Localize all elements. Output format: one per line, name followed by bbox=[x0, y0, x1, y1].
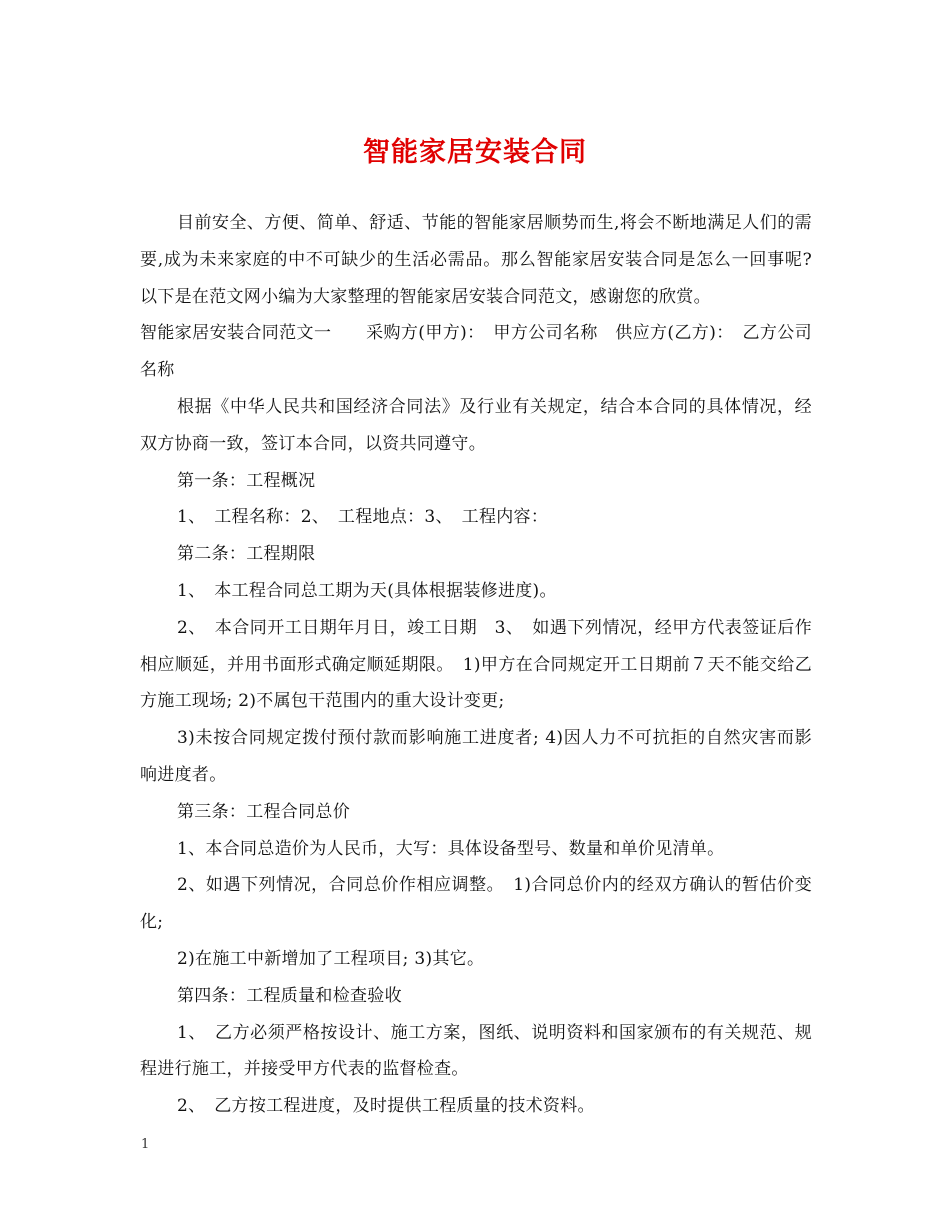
article-2-item-2: 2、 本合同开工日期年月日，竣工日期 3、 如遇下列情况，经甲方代表签证后作相应顺延，并用书面形式确定顺延期限。 1)甲方在合同规定开工日期前７天不能交给乙方施工现场; 2)不属包干范围内的重大设计变更; bbox=[140, 617, 812, 712]
document-title: 智能家居安装合同 bbox=[363, 137, 587, 168]
article-2-item-3: 3)未按合同规定拨付预付款而影响施工进度者; 4)因人力不可抗拒的自然灾害而影响进度者。 bbox=[140, 728, 812, 785]
article-2-heading: 第二条：工程期限 bbox=[177, 544, 316, 565]
parties-paragraph: 智能家居安装合同范文一 采购方(甲方)： 甲方公司名称 供应方(乙方)： 乙方公司名称 bbox=[140, 323, 812, 381]
article-4-item-2: 2、 乙方按工程进度，及时提供工程质量的技术资料。 bbox=[177, 1096, 595, 1117]
document-body bbox=[140, 205, 812, 1125]
article-3-item-1: 1、本合同总造价为人民币，大写：具体设备型号、数量和单价见清单。 bbox=[177, 838, 725, 859]
article-1-item-1: 1、 工程名称：2、 工程地点：3、 工程内容： bbox=[177, 507, 549, 528]
page-number: 1 bbox=[141, 1137, 150, 1152]
article-1-heading: 第一条：工程概况 bbox=[177, 470, 316, 491]
article-3-item-2: 2、如遇下列情况，合同总价作相应调整。 1)合同总价内的经双方确认的暂估价变化; bbox=[140, 875, 812, 933]
article-4-item-1: 1、 乙方必须严格按设计、施工方案，图纸、说明资料和国家颁布的有关规范、规程进行施工，并接受甲方代表的监督检查。 bbox=[140, 1022, 812, 1080]
preamble-paragraph: 根据《中华人民共和国经济合同法》及行业有关规定，结合本合同的具体情况，经双方协商一致，签订本合同，以资共同遵守。 bbox=[140, 396, 812, 454]
intro-paragraph: 目前安全、方便、简单、舒适、节能的智能家居顺势而生,将会不断地满足人们的需要,成为未来家庭的中不可缺少的生活必需品。那么智能家居安装合同是怎么一回事呢?以下是在范文网小编为大家整理的智能家居安装合同范文，感谢您的欣赏。 bbox=[140, 213, 812, 307]
article-3-heading: 第三条：工程合同总价 bbox=[177, 801, 350, 822]
article-2-item-1: 1、 本工程合同总工期为天(具体根据装修进度)。 bbox=[177, 580, 557, 601]
article-3-item-3: 2)在施工中新增加了工程项目; 3)其它。 bbox=[177, 948, 485, 969]
article-4-heading: 第四条：工程质量和检查验收 bbox=[177, 985, 402, 1006]
